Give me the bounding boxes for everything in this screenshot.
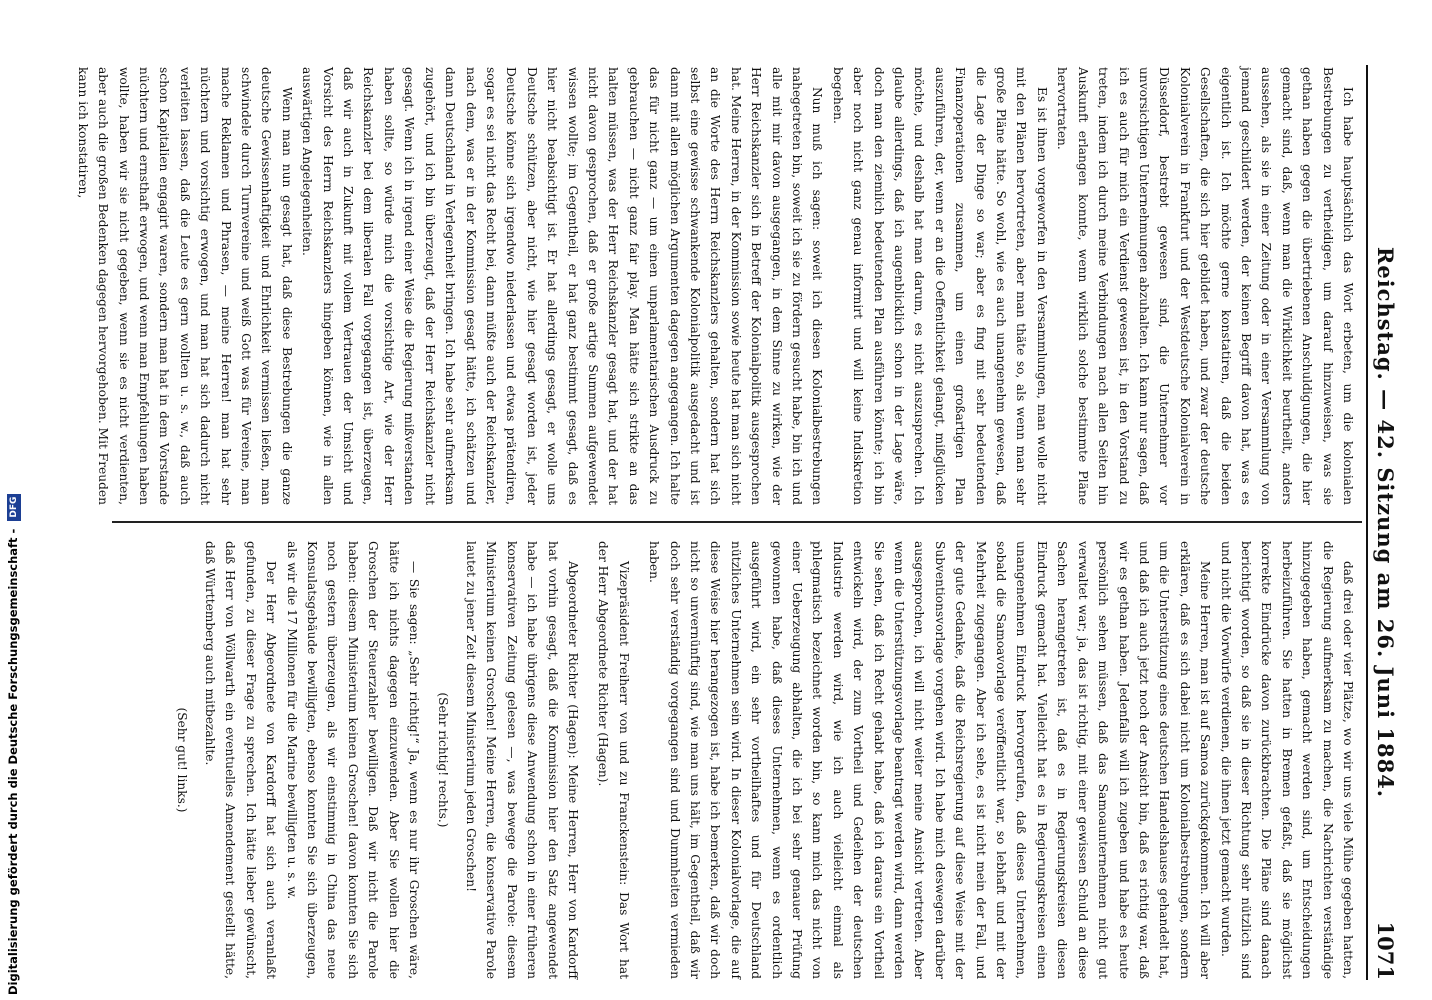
footer-text: Digitalisierung gefördert durch die Deutsche Forschungsgemeinschaft - bbox=[6, 528, 20, 995]
text-column-left bbox=[72, 67, 1358, 505]
page-header bbox=[1366, 65, 1402, 980]
digitization-footer bbox=[2, 496, 24, 995]
paragraph: Nun muß ich sagen: soweit ich diesen Kolonialbestrebungen nahegetreten bin, soweit ich sie zu fördern gesucht habe, bin ich und alle mit mir davon ausgegangen, in dem Sinne zu wirken, wie der Herr Reichskanzler sich in Betreff der Kolonialpolitik ausgesprochen hat. Meine Herren, in der Kommission sowie heute hat man sich nicht an die Worte des Herrn Reichskanzlers gehalten, sondern hat sich selbst eine gewisse schwankende Kolonialpolitik ausgedacht und ist dann mit allen möglichen Argumenten dagegen angegangen. Ich halte das für nicht ganz — um einen unparlamentarischen Ausdruck zu gebrauchen — nicht ganz fair play. Man hätte sich strikte an das halten müssen, was der Herr Reichskanzler gesagt hat, und der hat nicht davon gesprochen, daß er große artige Summen aufgewendet wissen wollte; im Gegentheil, er hat ganz bestimmt gesagt, daß es hier nicht beabsichtigt ist. Er hat allerdings gesagt, er wolle uns Deutsche schützen, aber nicht, wie hier gesagt worden ist, jeder Deutsche könne sich irgendwo niederlassen und etwas prätendiren, sogar es sei nicht das Recht bei, dann müßte auch der Reichskanzler, nach dem, was er in der Kommission gesagt hätte, ich schätzen und dann Deutschland in Verlegenheit bringen. Ich habe sehr aufmerksam zugehört, und ich bin überzeugt, daß der Herr Reichskanzler nicht gesagt. Wenn ich in irgend einer Weise die Regierung mißverstanden haben sollte, so würde mich die vorsichtige Art, wie der Herr Reichskanzler bei dem liberalen Fall vorgegangen ist, überzeugen, daß wir auch in Zukunft mit vollem Vertrauen der Umsicht und Vorsicht des Herrn Reichskanzlers hingeben können, wie in allen auswärtigen Angelegenheiten. bbox=[300, 67, 825, 505]
scanned-page-rotated bbox=[75, 45, 1420, 1000]
paragraph: Meine Herren, man ist auf Samoa zurückgekommen. Ich will aber erklären, daß es sich dabei nicht um Kolonialbestrebungen, sondern um die Unterstützung eines deutschen Handelshauses gehandelt hat, und daß ich auch jetzt noch der Ansicht bin, daß es richtig war, daß wir es gethan haben. Jedenfalls will ich zugeben und habe es heute persönlich sehen müssen, daß das Samoaunternehmen nicht gut verwaltet war; ja, das ist richtig, mit einer gewissen Schuld an diese Sachen herangetreten ist, daß es in Regierungskreisen diesen Eindruck gemacht hat. Vielleicht hat es in Regierungskreisen einen unangenehmen Eindruck hervorgerufen, daß dieses Unternehmen, sobald die Samoavorlage veröffentlicht war, so lebhaft und mit der Mehrheit zugegangen. Aber ich sehe, es ist nicht mein der Fall, und der gute Gedanke, daß die Reichsregierung auf diese Weise mit der Subventionsvorlage vorgehen wird. Ich habe mich deswegen darüber ausgesprochen, ich will nicht weiter meine Ansicht vertreten. Aber wenn die Unterstützungsvorlage beantragt werden wird, dann werden Sie sehen, daß ich Recht gehabt habe, daß ich daraus ein Vortheil entwickeln wird, der zum Vortheil und Gedeihen der deutschen Industrie werden wird, wie ich auch vielleicht einmal als phlegmatisch bezeichnet worden bin, so kann mich das nicht von einer Ueberzeugung abhalten, die ich bei sehr genauer Prüfung gewonnen habe, daß dieses Unternehmen, wenn es ordentlich ausgeführt wird, ein sehr vortheilhaftes und für Deutschland nützliches Unternehmen sein wird. In dieser Kolonialvorlage, die auf diese Weise hier herangezogen ist, habe ich bemerken, daß wir doch nicht so unvernünftig sind, wie man uns hält, im Gegentheil, daß wir doch sehr verständig vorgegangen sind und Dummheiten vermieden haben. bbox=[647, 541, 1213, 979]
paragraph: daß drei oder vier Plätze, wo wir uns viele Mühe gegeben hatten, die Regierung aufmerksam zu machen, die Nachrichten verständige hinzugegeben haben, gemacht werden sind, um Entscheidungen herbeizuführen. Sie hatten in Bremen gefaßt, daß sie möglichst korrekte Eindrücke davon zurückbrachten. Die Pläne sind danach berichtigt worden, so daß sie in dieser Richtung sehr nützlich sind und nicht die Vorwürfe verdienen, die ihnen jetzt gemacht wurden. bbox=[1218, 541, 1355, 979]
speaker-paragraph: Abgeordneter Richter (Hagen): Meine Herren, Herr von Kardorff hat vorhin gesagt, daß die Kommission hier den Satz angewendet habe — ich habe übrigens diese Anwendung schon in einer früheren konservativen Zeitung gelesen —, was bewege die Parole: diesem Ministerium keinen Groschen! Meine Herren, die konservative Parole lautet zu jener Zeit diesem Ministerium jeden Groschen! bbox=[463, 541, 580, 979]
page-number: 1071 bbox=[1373, 921, 1398, 980]
paragraph: Es ist ihnen vorgeworfen in den Versammlungen, man wolle nicht mit den Plänen hervortreten, aber man thäte so, als wenn man sehr große Pläne hätte. So wohl, wie es auch unangenehm gewesen, daß die Lage der Dinge so war; aber es fing mit sehr bedeutenden Finanzoperationen zusammen, um einen großartigen Plan auszuführen, der, wenn er an die Oeffentlichkeit gelangt, mißglücken möchte, und deshalb hat man darum, es nicht auszusprechen. Ich glaube allerdings, daß ich augenblicklich schon in der Lage wäre, doch man den ziemlich bedeutenden Plan ausführen könnte; ich bin aber noch nicht ganz genau informirt und will keine Indiskretion begehen. bbox=[830, 67, 1049, 505]
paragraph: — Sie sagen: „Sehr richtig!“ Ja, wenn es nur ihr Groschen wäre, hätte ich nichts dagegen einzuwenden. Aber Sie wollen hier die Groschen der Steuerzahler bewilligen. Daß wir nicht die Parole haben: diesem Ministerium keinen Groschen! davon konnten Sie sich noch gestern überzeugen, als wir einstimmig in China das neue Konsulatsgebäude bewilligten, ebenso konnten Sie sich überzeugen, als wir die 17 Millionen für die Marine bewilligten u. s. w. bbox=[284, 541, 422, 979]
paragraph: Wenn man nun gesagt hat, daß diese Bestrebungen die ganze deutsche Gewissenhaftigkeit und Ehrlichkeit vermissen ließen, man schwindele durch Turnvereine und weiß Gott was für Vereine, man mache Reklamen und Phrasen, — meine Herren! man hat sehr nüchtern und vorsichtig erwogen, und man hat sich dadurch nicht verleiten lassen, daß die Leute es gern wollten u. s. w., daß auch schon Kapitalien engagirt waren, sondern man hat in dem Vorstande nüchtern und ernsthaft erwogen, und wenn man Empfehlungen haben wollte, haben wir sie nicht gegeben, wenn sie es nicht verdienten, aber auch die großen Bedenken dagegen hervorgehoben. Mit Freuden kann ich konstatiren, bbox=[75, 67, 294, 505]
text-column-right bbox=[163, 541, 1358, 979]
paragraph: Ich habe hauptsächlich das Wort erbeten, um die kolonialen Bestrebungen zu vertheidigen, um darauf hinzuweisen, was sie gethan haben gegen die übertriebenen Anschuldigungen, die hier gemacht sind, daß, wenn man die Wirklichkeit beurtheilt, anders aussehen, als sie in einer Zeitung oder in einer Versammlung von jemand geschildert werden, der keinen Begriff davon hat, was es eigentlich ist. Ich möchte gerne konstatiren, daß die beiden Gesellschaften, die sich hier gebildet haben, und zwar der deutsche Kolonialverein in Frankfurt und der Westdeutsche Kolonialverein in Düsseldorf, bestrebt gewesen sind, die Unternehmer vor unvorsichtigen Unternehmungen abzuhalten. Ich kann nur sagen, daß ich es auch für mich ein Verdienst gewesen ist, in den Vorstand zu treten, indem ich durch meine Verbindungen nach allen Seiten hin Auskunft erlangen konnte, wenn wirklich solche bestimmte Pläne hervortraten. bbox=[1055, 67, 1355, 505]
interjection: (Sehr gut! links.) bbox=[174, 707, 189, 813]
paragraph: Der Herr Abgeordnete von Kardorff hat sich auch veranlaßt gefunden, zu dieser Frage zu sprechen. Ich hätte lieber gewünscht, daß Herr von Wöllwarth ein eventuelles Amendement gestellt hätte, daß Württemberg auch mitbezahlte. bbox=[203, 541, 279, 979]
page-title: Reichstag. — 42. Sitzung am 26. Juni 1884. bbox=[1373, 246, 1398, 799]
interjection: (Sehr richtig! rechts.) bbox=[435, 692, 450, 828]
dfg-logo: DFG bbox=[7, 494, 21, 521]
column-divider bbox=[112, 521, 1362, 523]
speaker-paragraph: Vizepräsident Freiherr von und zu Franckenstein: Das Wort hat der Herr Abgeordnete Richter (Hagen). bbox=[596, 541, 631, 979]
document-page bbox=[75, 45, 1420, 1000]
